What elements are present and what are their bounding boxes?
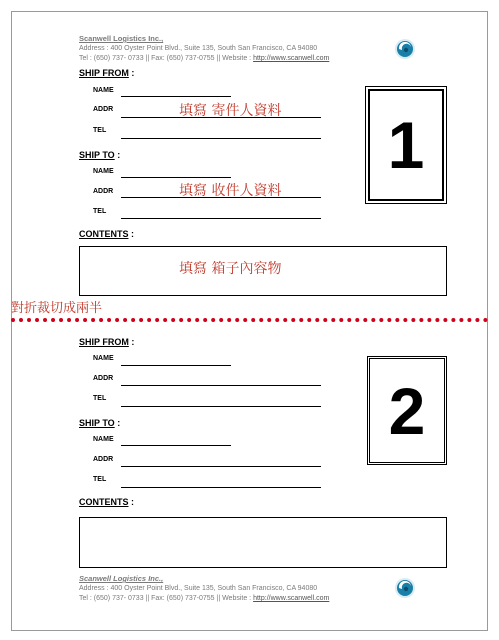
tel-label: TEL [93,476,107,483]
tel-label: TEL [93,127,107,134]
name-label: NAME [93,87,114,94]
sender-tel-line[interactable] [121,138,321,139]
company-contact: Tel : (650) 737- 0733 || Fax: (650) 737-0755 || Website : http://www.scanwell.com [79,55,330,62]
label-number-2: 2 [367,356,447,465]
company-address: Address : 400 Oyster Point Blvd., Suite 135, South San Francisco, CA 94080 [79,585,318,592]
receiver-note: 填寫 收件人資料 [179,183,282,199]
receiver-name-line[interactable] [121,445,231,446]
label-number-1: 1 [368,89,444,201]
company-name: Scanwell Logistics Inc., [79,574,164,583]
addr-label: ADDR [93,456,114,463]
sender-addr-line[interactable] [121,385,321,386]
company-address: Address : 400 Oyster Point Blvd., Suite 135, South San Francisco, CA 94080 [79,45,318,52]
sender-note: 填寫 寄件人資料 [179,103,282,119]
ship-from-heading-top: SHIP FROM : [79,68,135,78]
receiver-name-line[interactable] [121,177,231,178]
company-header-bottom [79,574,329,604]
name-label: NAME [93,355,114,362]
ship-from-heading-bottom: SHIP FROM : [79,337,135,347]
addr-label: ADDR [93,106,114,113]
ship-to-heading-top: SHIP TO : [79,150,121,160]
tel-label: TEL [93,208,107,215]
receiver-tel-line[interactable] [121,218,321,219]
website-link[interactable]: http://www.scanwell.com [253,595,330,602]
name-label: NAME [93,168,114,175]
cut-instruction: 對折裁切成兩半 [11,301,103,316]
sender-name-line[interactable] [121,365,231,366]
contents-box-bottom[interactable] [79,517,447,568]
contents-note: 填寫 箱子內容物 [179,261,282,277]
addr-label: ADDR [93,188,114,195]
cut-line [11,318,488,322]
website-link[interactable]: http://www.scanwell.com [253,55,330,62]
company-header-top [79,34,329,64]
contents-heading-bottom: CONTENTS : [79,497,134,507]
company-logo-icon [394,38,416,60]
receiver-addr-line[interactable] [121,466,321,467]
ship-to-heading-bottom: SHIP TO : [79,418,121,428]
sender-tel-line[interactable] [121,406,321,407]
sender-name-line[interactable] [121,96,231,97]
company-contact: Tel : (650) 737- 0733 || Fax: (650) 737-0755 || Website : http://www.scanwell.com [79,595,330,602]
name-label: NAME [93,436,114,443]
company-name: Scanwell Logistics Inc., [79,34,164,43]
receiver-tel-line[interactable] [121,487,321,488]
company-logo-icon [394,577,416,599]
contents-heading-top: CONTENTS : [79,229,134,239]
tel-label: TEL [93,395,107,402]
addr-label: ADDR [93,375,114,382]
